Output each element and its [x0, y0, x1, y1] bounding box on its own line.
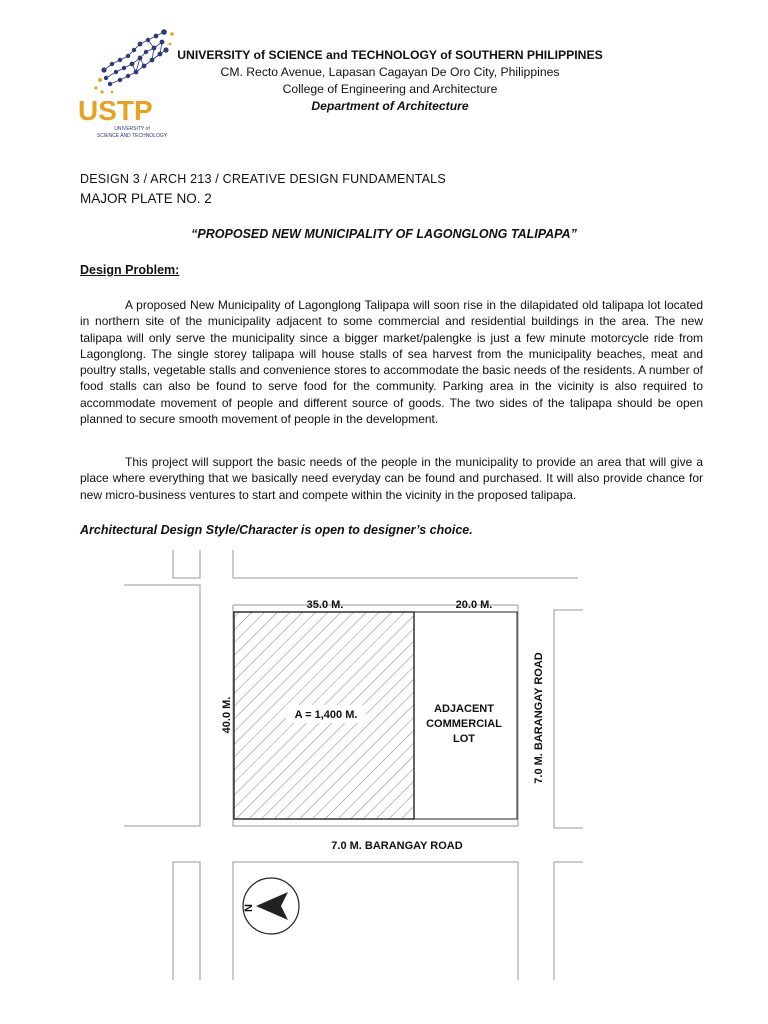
university-address: CM. Recto Avenue, Lapasan Cagayan De Oro City, Philippines [220, 65, 560, 79]
area-label: A = 1,400 M. [294, 709, 358, 721]
north-arrow-icon [243, 878, 299, 934]
course-code: DESIGN 3 / ARCH 213 / CREATIVE DESIGN FUNDAMENTALS [80, 172, 446, 186]
site-plan [110, 550, 610, 980]
adjacent-lot-label-1: ADJACENT [434, 703, 494, 715]
design-style-note: Architectural Design Style/Character is open to designer’s choice. [80, 523, 473, 537]
department-name: Department of Architecture [311, 99, 469, 113]
problem-paragraph-2: This project will support the basic needs of the people in the municipality to provide an area that will give a place where everything that we basically need everyday can be found and purchased. It will also provide chance for new micro-business ventures to start and compete within the vicinity in the proposed talipapa. [80, 455, 703, 502]
site-plan-drawing [110, 550, 610, 980]
adjacent-lot-label-2: COMMERCIAL [426, 718, 502, 730]
north-label: N [243, 904, 255, 912]
logo-caption-line-1: UNIVERSITY of [114, 126, 150, 132]
logo-wordmark: USTP [78, 95, 153, 126]
dimension-left: 40.0 M. [221, 696, 233, 734]
logo-caption-line-2: SCIENCE AND TECHNOLOGY [96, 133, 168, 139]
road-label-right: 7.0 M. BARANGAY ROAD [533, 652, 545, 784]
college-name: College of Engineering and Architecture [282, 82, 498, 96]
dimension-top-right: 20.0 M. [455, 599, 493, 611]
design-problem-heading: Design Problem: [80, 263, 180, 277]
road-label-bottom: 7.0 M. BARANGAY ROAD [331, 840, 463, 852]
project-title: “PROPOSED NEW MUNICIPALITY OF LAGONGLONG TALIPAPA” [191, 227, 577, 241]
adjacent-lot-label-3: LOT [453, 733, 475, 745]
problem-paragraph-1: A proposed New Municipality of Lagonglong Talipapa will soon rise in the dilapidated old talipapa lot located in northern site of the municipality adjacent to some commercial and residential buildings in the area. The new talipapa will only serve the municipality since a bigger market/palengke is just a few minute motorcycle ride from Lagonglong. The single storey talipapa will house stalls of sea harvest from the municipality beaches, meat and poultry stalls, vegetable stalls and convenience stores to accommodate the basic needs of the residents. A number of food stalls can also be found to serve food for the community. Parking area in the vicinity is also required to accommodate movement of people and different source of goods. The two sides of the talipapa should be open planned to secure smooth movement of people in the development. [80, 298, 703, 427]
university-name: UNIVERSITY of SCIENCE and TECHNOLOGY of SOUTHERN PHILIPPINES [177, 48, 603, 62]
dimension-top-left: 35.0 M. [306, 599, 344, 611]
adjacent-lot [414, 612, 517, 819]
letterhead [160, 47, 620, 115]
plate-number: MAJOR PLATE NO. 2 [80, 191, 212, 206]
